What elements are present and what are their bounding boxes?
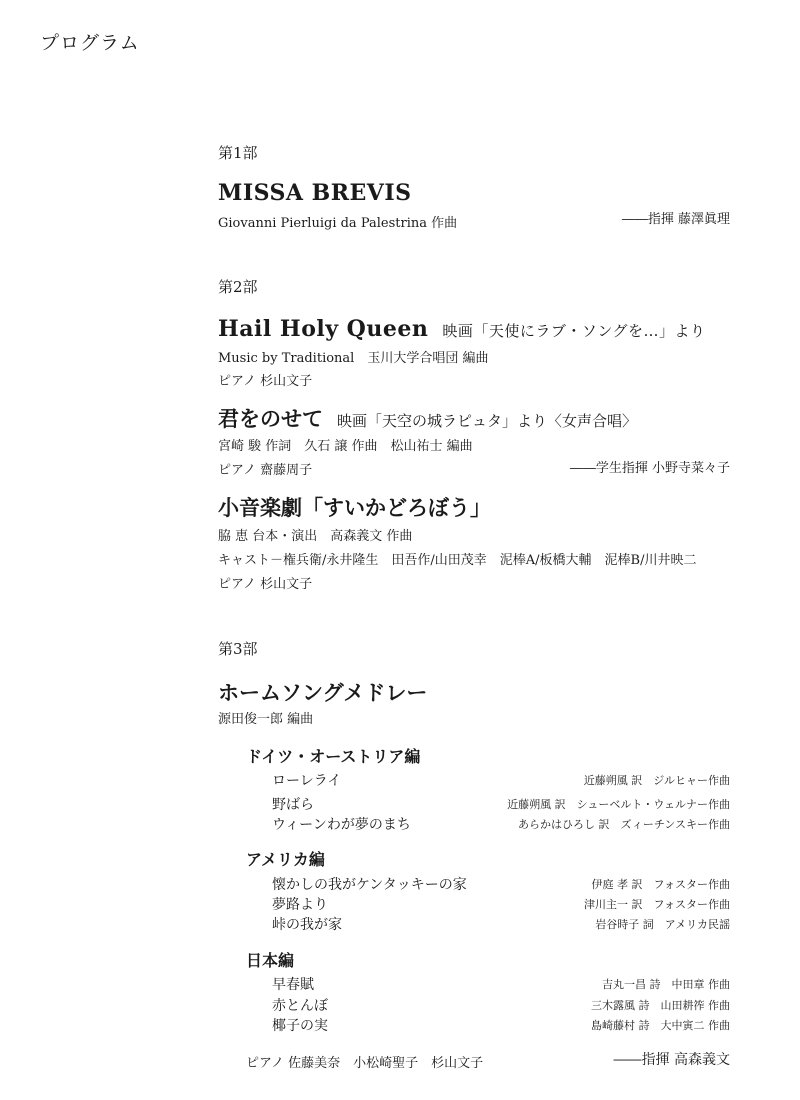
song-credit: 吉丸一昌 詩 中田章 作曲 bbox=[602, 978, 730, 991]
song-subtitle: 映画「天空の城ラピュタ」より〈女声合唱〉 bbox=[337, 412, 638, 430]
part3-arranger: 源田俊一郎 編曲 bbox=[218, 712, 314, 727]
part2-heading: 第2部 bbox=[218, 278, 258, 296]
part1-conductor: ――指揮 藤澤眞理 bbox=[621, 212, 730, 227]
part3-conductor: ――指揮 高森義文 bbox=[613, 1052, 730, 1068]
section-heading: ドイツ・オーストリア編 bbox=[246, 747, 421, 766]
song3-credits: 脇 恵 台本・演出 高森義文 作曲 bbox=[218, 529, 413, 544]
song-credit: 津川主一 訳 フォスター作曲 bbox=[584, 898, 730, 911]
song-title: 赤とんぼ bbox=[272, 998, 328, 1014]
song-credit: 伊庭 孝 訳 フォスター作曲 bbox=[591, 878, 730, 891]
song-title: 懐かしの我がケンタッキーの家 bbox=[272, 877, 467, 893]
section-heading: 日本編 bbox=[246, 951, 295, 970]
song3-title: 小音楽劇「すいかどろぼう」 bbox=[218, 495, 491, 520]
song-credit: 近藤朔風 訳 シューベルト・ウェルナー作曲 bbox=[507, 798, 730, 811]
part1-composer: Giovanni Pierluigi da Palestrina 作曲 bbox=[218, 216, 458, 231]
song3-piano: ピアノ 杉山文子 bbox=[218, 577, 313, 592]
song-title: 峠の我が家 bbox=[272, 917, 342, 933]
part1-heading: 第1部 bbox=[218, 144, 258, 162]
song-title: 夢路より bbox=[272, 897, 328, 913]
song3-cast: キャスト－権兵衛/永井隆生 田吾作/山田茂幸 泥棒A/板橋大輔 泥棒B/川井映二 bbox=[218, 553, 697, 568]
song-title: ローレライ bbox=[272, 773, 342, 789]
page-title: プログラム bbox=[40, 32, 140, 54]
song1-piano: ピアノ 杉山文子 bbox=[218, 374, 313, 389]
song-title: 椰子の実 bbox=[272, 1018, 328, 1034]
song-title: ウィーンわが夢のまち bbox=[272, 817, 411, 833]
part3-piano: ピアノ 佐藤美奈 小松崎聖子 杉山文子 bbox=[246, 1056, 484, 1071]
song-title: 君をのせて bbox=[218, 406, 323, 431]
section-heading: アメリカ編 bbox=[246, 850, 325, 869]
song-title: 早春賦 bbox=[272, 977, 314, 993]
song-credit: 三木露風 詩 山田耕筰 作曲 bbox=[591, 999, 730, 1012]
song-title: 野ばら bbox=[272, 797, 314, 813]
song1-credits: Music by Traditional 玉川大学合唱団 編曲 bbox=[218, 351, 489, 366]
song-credit: 岩谷時子 詞 アメリカ民謡 bbox=[595, 918, 730, 931]
song2-piano: ピアノ 齋藤周子 bbox=[218, 463, 313, 478]
song2-credits: 宮崎 駿 作詞 久石 譲 作曲 松山祐士 編曲 bbox=[218, 439, 473, 454]
song-hail-holy-queen bbox=[218, 316, 706, 342]
part3-heading: 第3部 bbox=[218, 640, 258, 658]
song-credit: 島崎藤村 詩 大中寅二 作曲 bbox=[591, 1019, 730, 1032]
song-title: Hail Holy Queen bbox=[218, 316, 429, 342]
song2-conductor: ――学生指揮 小野寺菜々子 bbox=[569, 461, 730, 476]
song-credit: 近藤朔風 訳 ジルヒャー作曲 bbox=[583, 774, 730, 787]
part1-title: MISSA BREVIS bbox=[218, 180, 412, 206]
song-credit: あらかはひろし 訳 ズィーチンスキー作曲 bbox=[518, 818, 730, 831]
song-subtitle: 映画「天使にラブ・ソングを…」より bbox=[442, 322, 706, 340]
part3-title: ホームソングメドレー bbox=[218, 680, 428, 705]
song-kimi-wo-nosete bbox=[218, 403, 637, 433]
